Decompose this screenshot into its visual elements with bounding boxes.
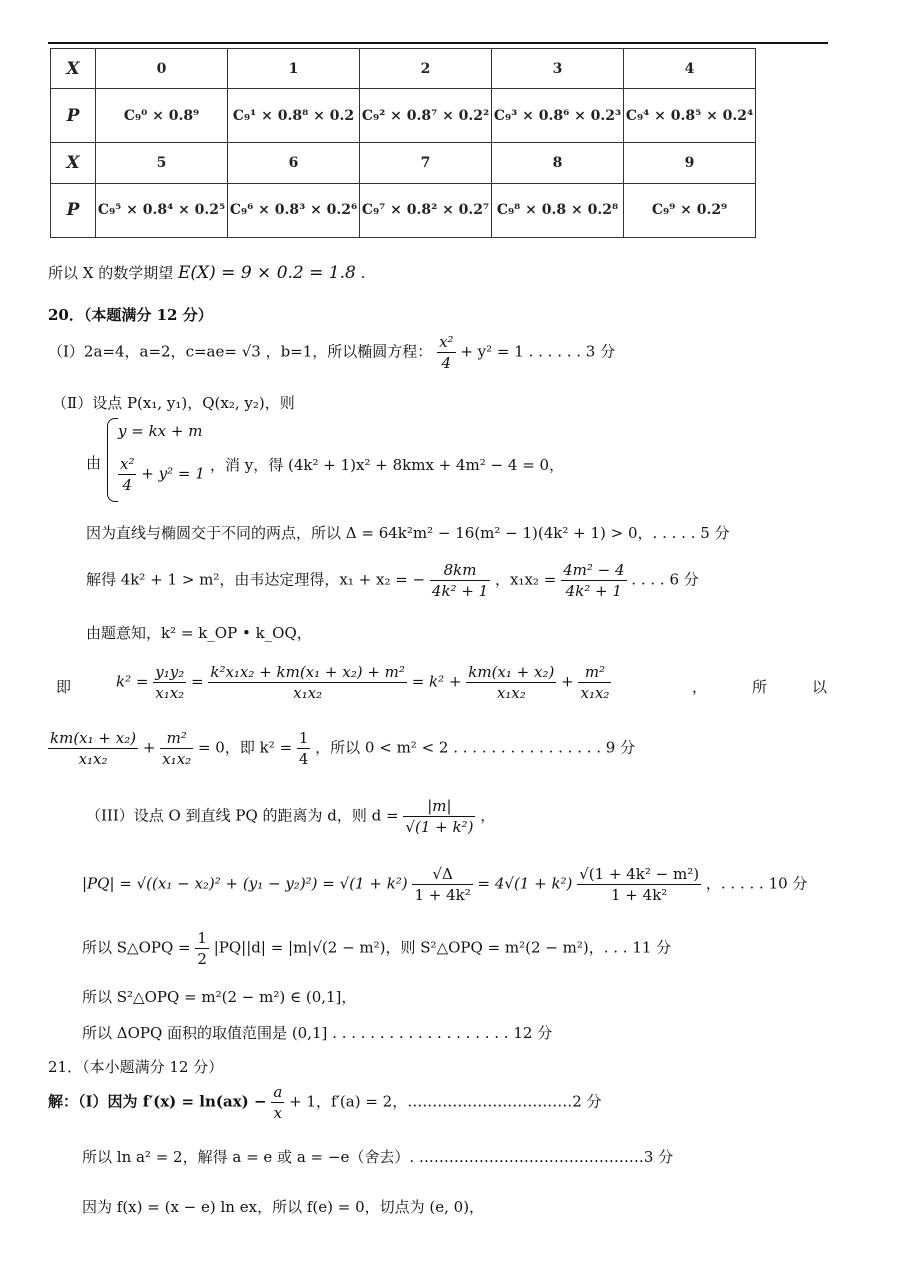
q21-tail: + 1，f′(a) = 2，……………………………2 分 <box>289 1092 602 1111</box>
table-cell: C₉⁴ × 0.8⁵ × 0.2⁴ <box>624 89 756 143</box>
frac-numerator: 1 <box>197 929 207 947</box>
table-cell: 6 <box>228 143 360 183</box>
comma: ， <box>692 678 708 696</box>
table-cell: 8 <box>492 143 624 183</box>
frac-numerator: km(x₁ + x₂) <box>50 729 137 747</box>
table-cell: C₉⁷ × 0.8² × 0.2⁷ <box>360 183 492 237</box>
fraction <box>561 560 626 601</box>
table-cell: 4 <box>624 49 756 89</box>
row-label: P <box>51 89 96 143</box>
pq-mid: = 4√(1 + k²) <box>477 874 573 893</box>
pq-score: ，. . . . . 10 分 <box>705 874 808 893</box>
part3-line <box>86 796 495 837</box>
frac-denominator: x <box>273 1104 283 1122</box>
table-row <box>51 183 756 237</box>
frac-numerator: √(1 + 4k² − m²) <box>579 865 700 883</box>
frac-denominator: 4 <box>122 476 133 494</box>
fraction <box>118 454 136 495</box>
q20-part1-text: （Ⅰ）2a=4，a=2，c=ae= √3 ，b=1，所以椭圆方程： <box>48 342 433 361</box>
k2-label: k² = <box>116 672 149 691</box>
frac-denominator: x₁x₂ <box>580 684 610 702</box>
row-label: X <box>51 49 96 89</box>
fraction <box>48 728 138 769</box>
fraction <box>577 864 701 905</box>
system-prefix: 由 <box>86 454 102 472</box>
fraction <box>412 864 472 905</box>
area-line <box>82 928 671 969</box>
q20-part2: （Ⅱ）设点 P(x₁, y₁)，Q(x₂, y₂)，则 <box>52 394 295 412</box>
result-line <box>48 728 635 769</box>
q21-title: 21．（本小题满分 12 分） <box>48 1058 224 1076</box>
q21-line3: 因为 f(x) = (x − e) ln ex，所以 f(e) = 0，切点为 (e, 0)， <box>82 1198 485 1216</box>
row-label: P <box>51 183 96 237</box>
table-cell: 7 <box>360 143 492 183</box>
ji-label: 即 <box>56 678 72 696</box>
suo-char: 所 <box>752 678 768 696</box>
area-text: 所以 S△OPQ = <box>82 938 191 957</box>
fraction <box>430 560 490 601</box>
table-cell: C₉² × 0.8⁷ × 0.2² <box>360 89 492 143</box>
fraction <box>297 728 311 769</box>
frac-numerator: |m| <box>403 796 475 817</box>
fraction <box>195 928 209 969</box>
expectation-line: 所以 X 的数学期望 E(X) = 9 × 0.2 = 1.8 . <box>48 263 366 283</box>
frac-numerator: km(x₁ + x₂) <box>468 663 555 681</box>
table-cell: 2 <box>360 49 492 89</box>
table-row <box>51 143 756 183</box>
range-line: 所以 ΔOPQ 面积的取值范围是 (0,1] . . . . . . . . . . . . . . . . . . . 12 分 <box>82 1024 553 1042</box>
frac-denominator: √(1 + k²) <box>405 818 474 836</box>
frac-numerator: x² <box>120 455 135 473</box>
part3-text: （III）设点 O 到直线 PQ 的距离为 d，则 d = <box>86 806 399 825</box>
table-cell: C₉¹ × 0.8⁸ × 0.2 <box>228 89 360 143</box>
table-cell: C₉⁹ × 0.2⁹ <box>624 183 756 237</box>
vieta-text: 解得 4k² + 1 > m²，由韦达定理得，x₁ + x₂ = − <box>86 570 426 589</box>
expectation-text: 所以 X 的数学期望 <box>48 264 174 282</box>
table-cell: 1 <box>228 49 360 89</box>
frac-denominator: x₁x₂ <box>155 684 185 702</box>
area-squared-line: 所以 S²△OPQ = m²(2 − m²) ∈ (0,1]， <box>82 988 357 1006</box>
yi-char: 以 <box>812 678 828 696</box>
frac-denominator: x₁x₂ <box>162 750 192 768</box>
system-eq1: y = kx + m <box>118 422 203 440</box>
fraction <box>578 662 611 703</box>
k2-mid: = k² + <box>411 672 462 691</box>
fraction <box>160 728 193 769</box>
area-tail: |PQ||d| = |m|√(2 − m²)，则 S²△OPQ = m²(2 − m²)，. . . 11 分 <box>213 938 672 957</box>
frac-numerator: a <box>273 1083 283 1101</box>
frac-numerator: k²x₁x₂ + km(x₁ + x₂) + m² <box>210 663 405 681</box>
fraction <box>208 662 407 703</box>
frac-numerator: m² <box>160 728 193 749</box>
table-cell: C₉⁸ × 0.8 × 0.2⁸ <box>492 183 624 237</box>
distribution-table <box>50 48 756 238</box>
equals-sign: = <box>191 672 204 691</box>
frac-numerator: m² <box>578 662 611 683</box>
frac-denominator: 4k² + 1 <box>565 582 622 600</box>
given-line: 由题意知，k² = k_OP • k_OQ， <box>86 624 312 642</box>
frac-numerator: 4m² − 4 <box>563 561 625 579</box>
expectation-formula: E(X) = 9 × 0.2 = 1.8 <box>178 263 356 283</box>
vieta-score: . . . . 6 分 <box>631 570 699 589</box>
part3-tail: ， <box>480 806 496 825</box>
fraction <box>271 1082 284 1123</box>
frac-denominator: 1 + 4k² <box>611 886 668 904</box>
table-cell: 3 <box>492 49 624 89</box>
frac-numerator: y₁y₂ <box>155 663 185 681</box>
table-cell: C₉⁰ × 0.8⁹ <box>96 89 228 143</box>
frac-denominator: 1 + 4k² <box>414 886 471 904</box>
frac-denominator: 4 <box>298 750 309 768</box>
fraction <box>403 796 475 837</box>
q20-part1 <box>48 332 615 373</box>
system-eq2-rest: + y² = 1 <box>141 464 205 483</box>
system-eq2 <box>118 454 205 495</box>
frac-denominator: 4k² + 1 <box>431 582 489 600</box>
result-text: = 0，即 k² = <box>197 738 293 757</box>
plus-sign: + <box>561 672 574 691</box>
table-cell: 9 <box>624 143 756 183</box>
frac-numerator: 1 <box>298 729 309 747</box>
table-row <box>51 89 756 143</box>
frac-numerator: 8km <box>430 560 490 581</box>
system-result: ，消 y，得 (4k² + 1)x² + 8kmx + 4m² − 4 = 0， <box>210 456 565 474</box>
frac-numerator: √Δ <box>412 864 472 885</box>
delta-line: 因为直线与椭圆交于不同的两点，所以 Δ = 64k²m² − 16(m² − 1)(4k² + 1) > 0，. . . . . 5 分 <box>86 524 730 542</box>
left-brace <box>107 418 118 502</box>
q21-line1 <box>48 1082 602 1123</box>
pq-text: |PQ| = √((x₁ − x₂)² + (y₁ − y₂)²) = √(1 + k²) <box>82 874 408 893</box>
fraction <box>153 662 186 703</box>
frac-denominator: x₁x₂ <box>78 750 108 768</box>
frac-denominator: x₁x₂ <box>293 684 323 702</box>
row-label: X <box>51 143 96 183</box>
table-cell: 5 <box>96 143 228 183</box>
table-cell: C₉⁶ × 0.8³ × 0.2⁶ <box>228 183 360 237</box>
fraction <box>437 332 455 373</box>
table-cell: 0 <box>96 49 228 89</box>
vieta-line <box>86 560 699 601</box>
table-cell: C₉³ × 0.8⁶ × 0.2³ <box>492 89 624 143</box>
frac-denominator: 4 <box>441 354 452 372</box>
top-rule <box>48 42 828 44</box>
vieta-text-2: ，x₁x₂ = <box>495 570 557 589</box>
frac-numerator: x² <box>439 333 454 351</box>
result-score: ，所以 0 < m² < 2 . . . . . . . . . . . . . . . . 9 分 <box>315 738 636 757</box>
frac-denominator: x₁x₂ <box>496 684 526 702</box>
table-row <box>51 49 756 89</box>
k2-expansion <box>116 662 611 703</box>
q21-text: 解：（Ⅰ）因为 f′(x) = ln(ax) − <box>48 1092 267 1111</box>
q20-title: 20．（本题满分 12 分） <box>48 306 213 324</box>
table-cell: C₉⁵ × 0.8⁴ × 0.2⁵ <box>96 183 228 237</box>
pq-line <box>82 864 807 905</box>
q20-part1-tail: + y² = 1 . . . . . . 3 分 <box>460 342 616 361</box>
fraction <box>466 662 556 703</box>
plus-sign: + <box>142 738 156 757</box>
q21-line2: 所以 ln a² = 2，解得 a = e 或 a = −e（舍去）. ………………………………………3 分 <box>82 1148 674 1166</box>
frac-denominator: 2 <box>197 950 207 968</box>
